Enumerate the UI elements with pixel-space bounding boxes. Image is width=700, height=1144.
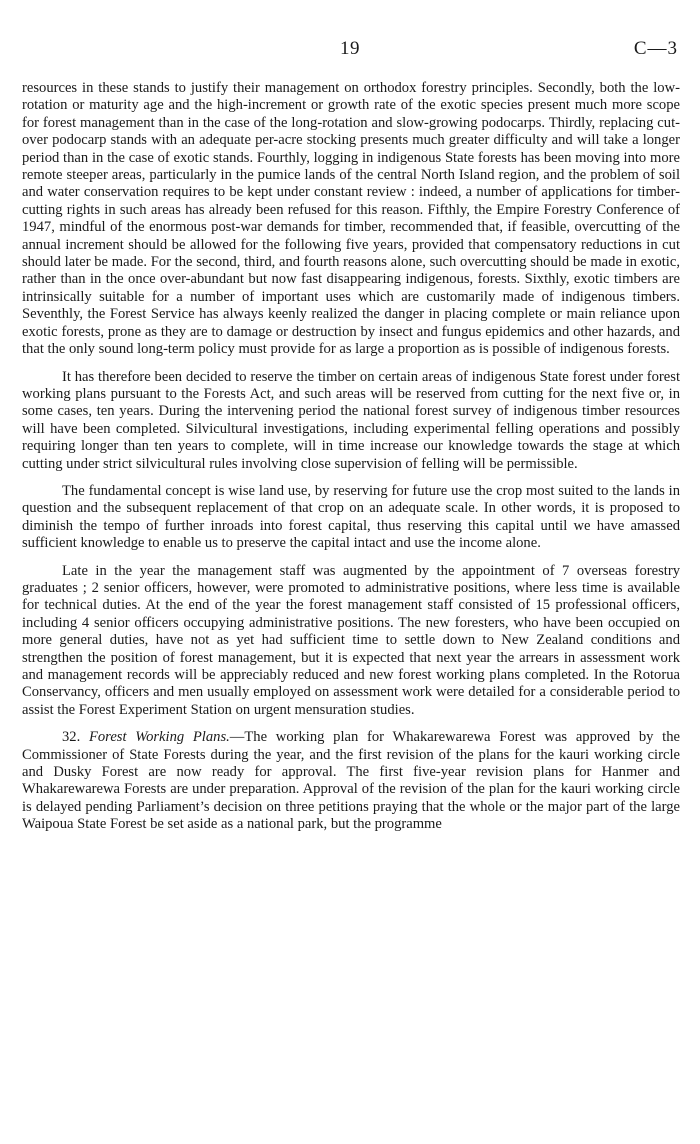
paragraph-land-use: The fundamental concept is wise land use, by reserving for future use the crop most suited to the lands in question and the subsequent replacement of that crop on an adequate scale. In other words, it is proposed to diminish the tempo of further inroads into forest capital, thus reserving this capital until we have amassed sufficient knowledge to enable us to preserve the capital intact and use the income alone. xyxy=(22,482,680,552)
paragraph-continued: resources in these stands to justify their management on orthodox forestry principles. Secondly, both the low-rotation or maturity age and the high-increment or growth rate of the exotic species present much more scope for forest management than in the case of the long-rotation and slow-growing podocarps. Thirdly, replacing cut-over podocarp stands with an adequate per-acre stocking presents much greater difficulty and will take a longer period than in the case of exotic stands. Fourthly, logging in indigenous State forests has been moving into more remote steeper areas, particularly in the pumice lands of the central North Island region, and the problem of soil and water conservation requires to be kept under constant review : indeed, a number of applications for timber-cutting rights in such areas has already been refused for this reason. Fifthly, the Empire Forestry Conference of 1947, mindful of the enormous post-war demands for timber, recommended that, if feasible, overcutting of the annual increment should be allowed for the following five years, provided that compensatory reductions in cut should later be made. For the second, third, and fourth reasons alone, such overcutting should be made in exotic, rather than in the once over-abundant but now fast disappearing indigenous, forests. Sixthly, exotic timbers are intrinsically suitable for a number of important uses which are customarily made of indigenous timbers. Seventhly, the Forest Service has always keenly realized the danger in placing complete or main reliance upon exotic forests, prone as they are to damage or destruction by insect and fungus epidemics and other hazards, and that the only sound long-term policy must provide for as large a proportion as is possible of indigenous forests. xyxy=(22,80,680,358)
body-text xyxy=(22,80,680,834)
page-number: 19 xyxy=(340,38,360,59)
paragraph-working-plans xyxy=(22,729,680,833)
paragraph-staff: Late in the year the management staff was augmented by the appointment of 7 overseas forestry graduates ; 2 senior officers, however, were promoted to administrative positions, where less time is available for technical duties. At the end of the year the forest management staff consisted of 15 professional officers, including 4 senior officers occupying administrative positions. The new foresters, who have been occupied on more general duties, have not as yet had sufficient time to settle down to New Zealand conditions and strengthen the position of forest management, but it is expected that next year the arrears in assessment work and management records will be appreciably reduced and new forest working plans completed. In the Rotorua Conservancy, officers and men usually employed on assessment work were detailed for a considerable period to assist the Forest Experiment Station on urgent mensuration studies. xyxy=(22,562,680,718)
section-number: 32. xyxy=(62,729,81,746)
section-text: —The working plan for Whakarewarewa Forest was approved by the Commissioner of State Forests during the year, and the first revision of the plans for the kauri working circle and Dusky Forest are now ready for approval. The first five-year revision plans for Hanmer and Whakarewarewa Forests are under preparation. Approval of the revision of the plan for the kauri working circle is delayed pending Parliament’s decision on three petitions praying that the whole or the major part of the large Waipoua State Forest be set aside as a national park, but the programme xyxy=(22,729,680,833)
section-heading: Forest Working Plans. xyxy=(88,729,230,746)
document-code: C—3 xyxy=(633,38,678,59)
paragraph-reserve-timber: It has therefore been decided to reserve the timber on certain areas of indigenous State forest under forest working plans pursuant to the Forests Act, and such areas will be reserved from cutting for the next five or, in some cases, ten years. During the intervening period the national forest survey of indigenous timber resources will have been completed. Silvicultural investigations, including experimental felling operations and possibly requiring longer than ten years to complete, will in time increase our knowledge towards the stage at which cutting under strict silvicultural rules involving close supervision of felling will be permissible. xyxy=(22,368,680,472)
